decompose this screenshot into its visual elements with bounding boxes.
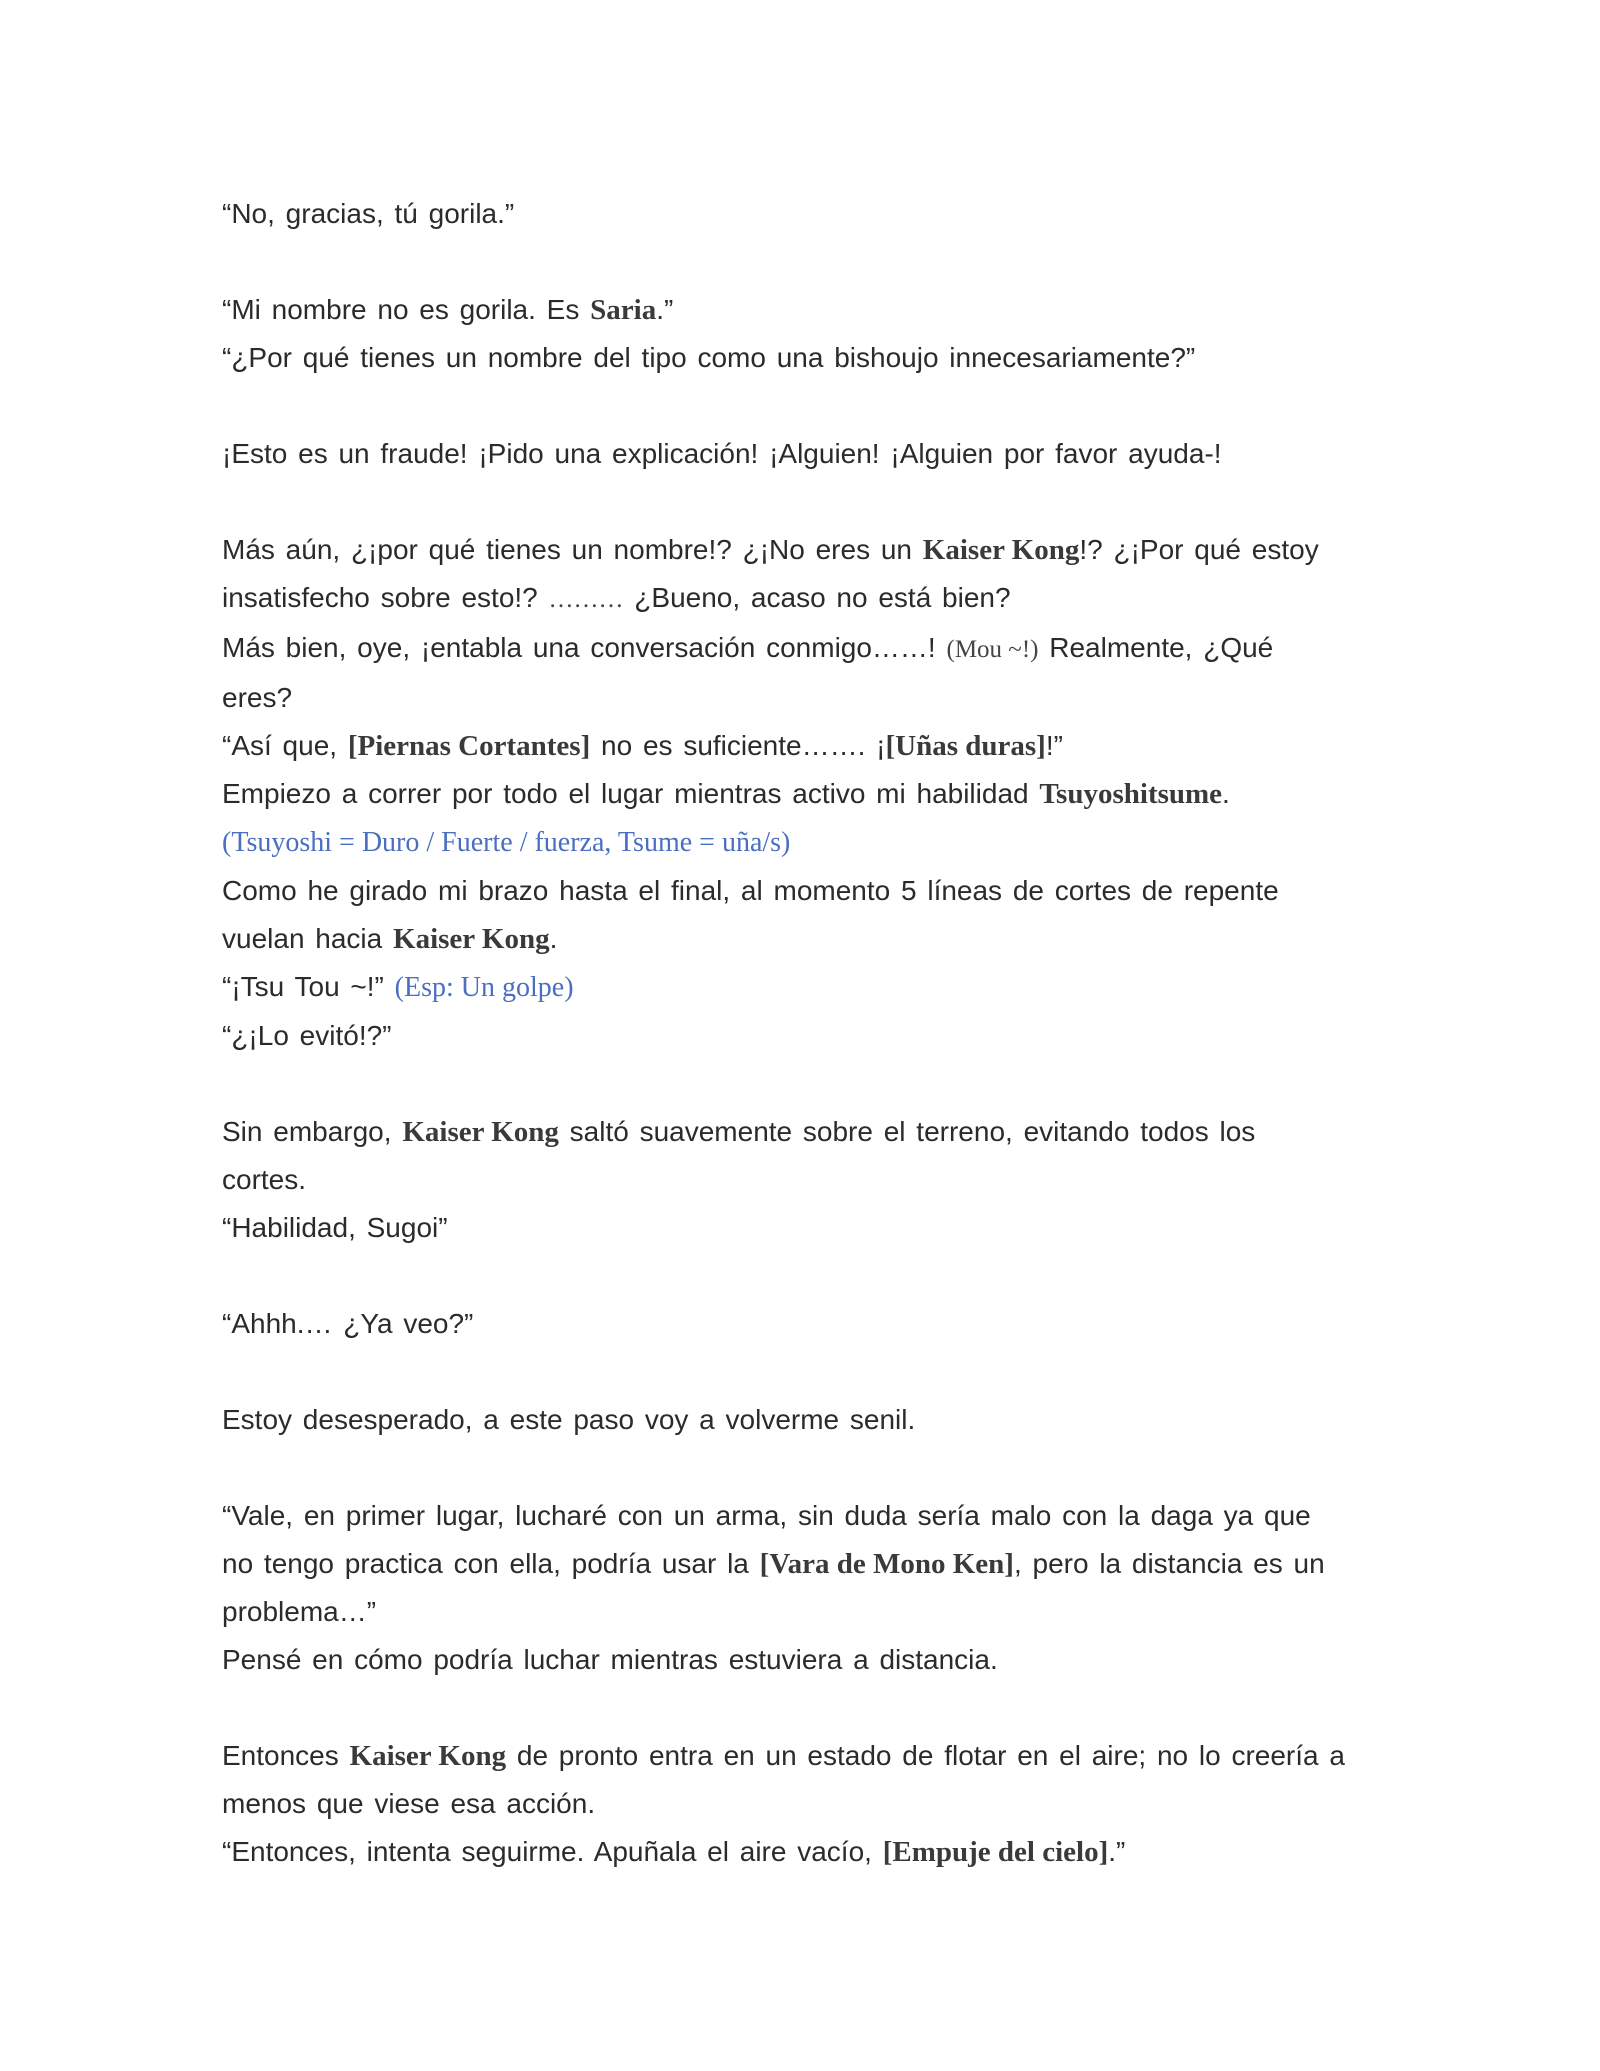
text-span: no es suficiente……. ¡ (590, 730, 886, 761)
skill-name: Tsuyoshitsume (1039, 778, 1223, 810)
bold-name: Kaiser Kong (922, 534, 1080, 566)
text-span: Estoy desesperado, a este paso voy a volverme senil. (222, 1404, 916, 1435)
text-span: “Habilidad, Sugoi” (222, 1212, 448, 1243)
text-span: “¿Por qué tienes un nombre del tipo como una bishoujo innecesariamente?” (222, 342, 1196, 373)
text-span: Entonces (222, 1740, 350, 1771)
paragraph (222, 190, 1402, 238)
paragraph (222, 1636, 1402, 1684)
paragraph (222, 915, 1402, 963)
paragraph (222, 1156, 1402, 1204)
text-span: “Ahhh.… ¿Ya veo?” (222, 1308, 474, 1339)
text-span: Como he girado mi brazo hasta el final, al momento 5 líneas de cortes de repente (222, 875, 1279, 906)
text-span: no tengo practica con ella, podría usar la (222, 1548, 760, 1579)
bold-name: Saria (590, 294, 657, 326)
text-span: insatisfecho sobre esto!? (222, 582, 549, 613)
paragraph (222, 1780, 1402, 1828)
paragraph (222, 1012, 1402, 1060)
text-span: ¿Bueno, acaso no está bien? (623, 582, 1011, 613)
text-span: .” (1108, 1836, 1126, 1867)
note-text: (Tsuyoshi = Duro / Fuerte / fuerza, Tsume = uña/s) (222, 827, 791, 858)
skill-name: [Empuje del cielo] (882, 1836, 1109, 1868)
note-text: (Esp: Un golpe) (394, 972, 574, 1003)
blank-line (222, 1060, 1402, 1108)
paragraph (222, 674, 1402, 722)
paragraph (222, 574, 1402, 624)
text-span: Pensé en cómo podría luchar mientras estuviera a distancia. (222, 1644, 998, 1675)
blank-line (222, 1444, 1402, 1492)
blank-line (222, 1348, 1402, 1396)
translator-note (222, 818, 1402, 867)
document-page (222, 190, 1402, 1876)
text-span: eres? (222, 682, 293, 713)
paragraph (222, 1204, 1402, 1252)
text-span: . (1222, 778, 1230, 809)
weapon-name: [Vara de Mono Ken] (759, 1548, 1014, 1580)
text-span: menos que viese esa acción. (222, 1788, 596, 1819)
ellipsis: ……… (548, 586, 624, 613)
paragraph (222, 1108, 1402, 1156)
blank-line (222, 382, 1402, 430)
text-span: “Así que, (222, 730, 348, 761)
paragraph (222, 430, 1402, 478)
bold-name: Kaiser Kong (393, 923, 550, 955)
text-span: Sin embargo, (222, 1116, 403, 1147)
paragraph (222, 624, 1402, 674)
paragraph (222, 963, 1402, 1012)
text-span: “No, gracias, tú gorila.” (222, 198, 515, 229)
text-span: Más bien, oye, ¡entabla una conversación conmigo……! (222, 632, 947, 663)
bold-name: Kaiser Kong (402, 1116, 559, 1148)
paragraph (222, 722, 1402, 770)
paragraph (222, 1540, 1402, 1588)
blank-line (222, 1252, 1402, 1300)
aside-text: (Mou ~!) (946, 636, 1039, 663)
text-span: Más aún, ¿¡por qué tienes un nombre!? ¿¡No eres un (222, 534, 923, 565)
text-span: .” (656, 294, 674, 325)
text-span: cortes. (222, 1164, 307, 1195)
paragraph (222, 1300, 1402, 1348)
text-span: saltó suavemente sobre el terreno, evitando todos los (558, 1116, 1256, 1147)
text-span: “Vale, en primer lugar, lucharé con un arma, sin duda sería malo con la daga ya que (222, 1500, 1311, 1531)
text-span: . (549, 923, 558, 954)
skill-name: [Uñas duras] (885, 730, 1046, 762)
paragraph (222, 770, 1402, 818)
text-span: “Mi nombre no es gorila. Es (222, 294, 591, 325)
bold-name: Kaiser Kong (349, 1740, 507, 1772)
text-span: !? ¿¡Por qué estoy (1079, 534, 1319, 565)
text-span: vuelan hacia (222, 923, 394, 954)
text-span: Empiezo a correr por todo el lugar mientras activo mi habilidad (222, 778, 1040, 809)
paragraph (222, 1396, 1402, 1444)
skill-name: [Piernas Cortantes] (347, 730, 591, 762)
paragraph (222, 867, 1402, 915)
paragraph (222, 334, 1402, 382)
text-span: “Entonces, intenta seguirme. Apuñala el aire vacío, (222, 1836, 883, 1867)
text-span: , pero la distancia es un (1013, 1548, 1325, 1579)
text-span: de pronto entra en un estado de flotar en el aire; no lo creería a (506, 1740, 1345, 1771)
text-span: !” (1045, 730, 1063, 761)
paragraph (222, 1588, 1402, 1636)
blank-line (222, 1684, 1402, 1732)
blank-line (222, 238, 1402, 286)
text-span: “¿¡Lo evitó!?” (222, 1020, 392, 1051)
text-span: “¡Tsu Tou ~!” (222, 971, 395, 1002)
text-span: ¡Esto es un fraude! ¡Pido una explicación! ¡Alguien! ¡Alguien por favor ayuda-! (222, 438, 1222, 469)
paragraph (222, 1732, 1402, 1780)
paragraph (222, 1828, 1402, 1876)
text-span: Realmente, ¿Qué (1038, 632, 1274, 663)
paragraph (222, 526, 1402, 574)
paragraph (222, 1492, 1402, 1540)
text-span: problema…” (222, 1596, 377, 1627)
paragraph (222, 286, 1402, 334)
blank-line (222, 478, 1402, 526)
